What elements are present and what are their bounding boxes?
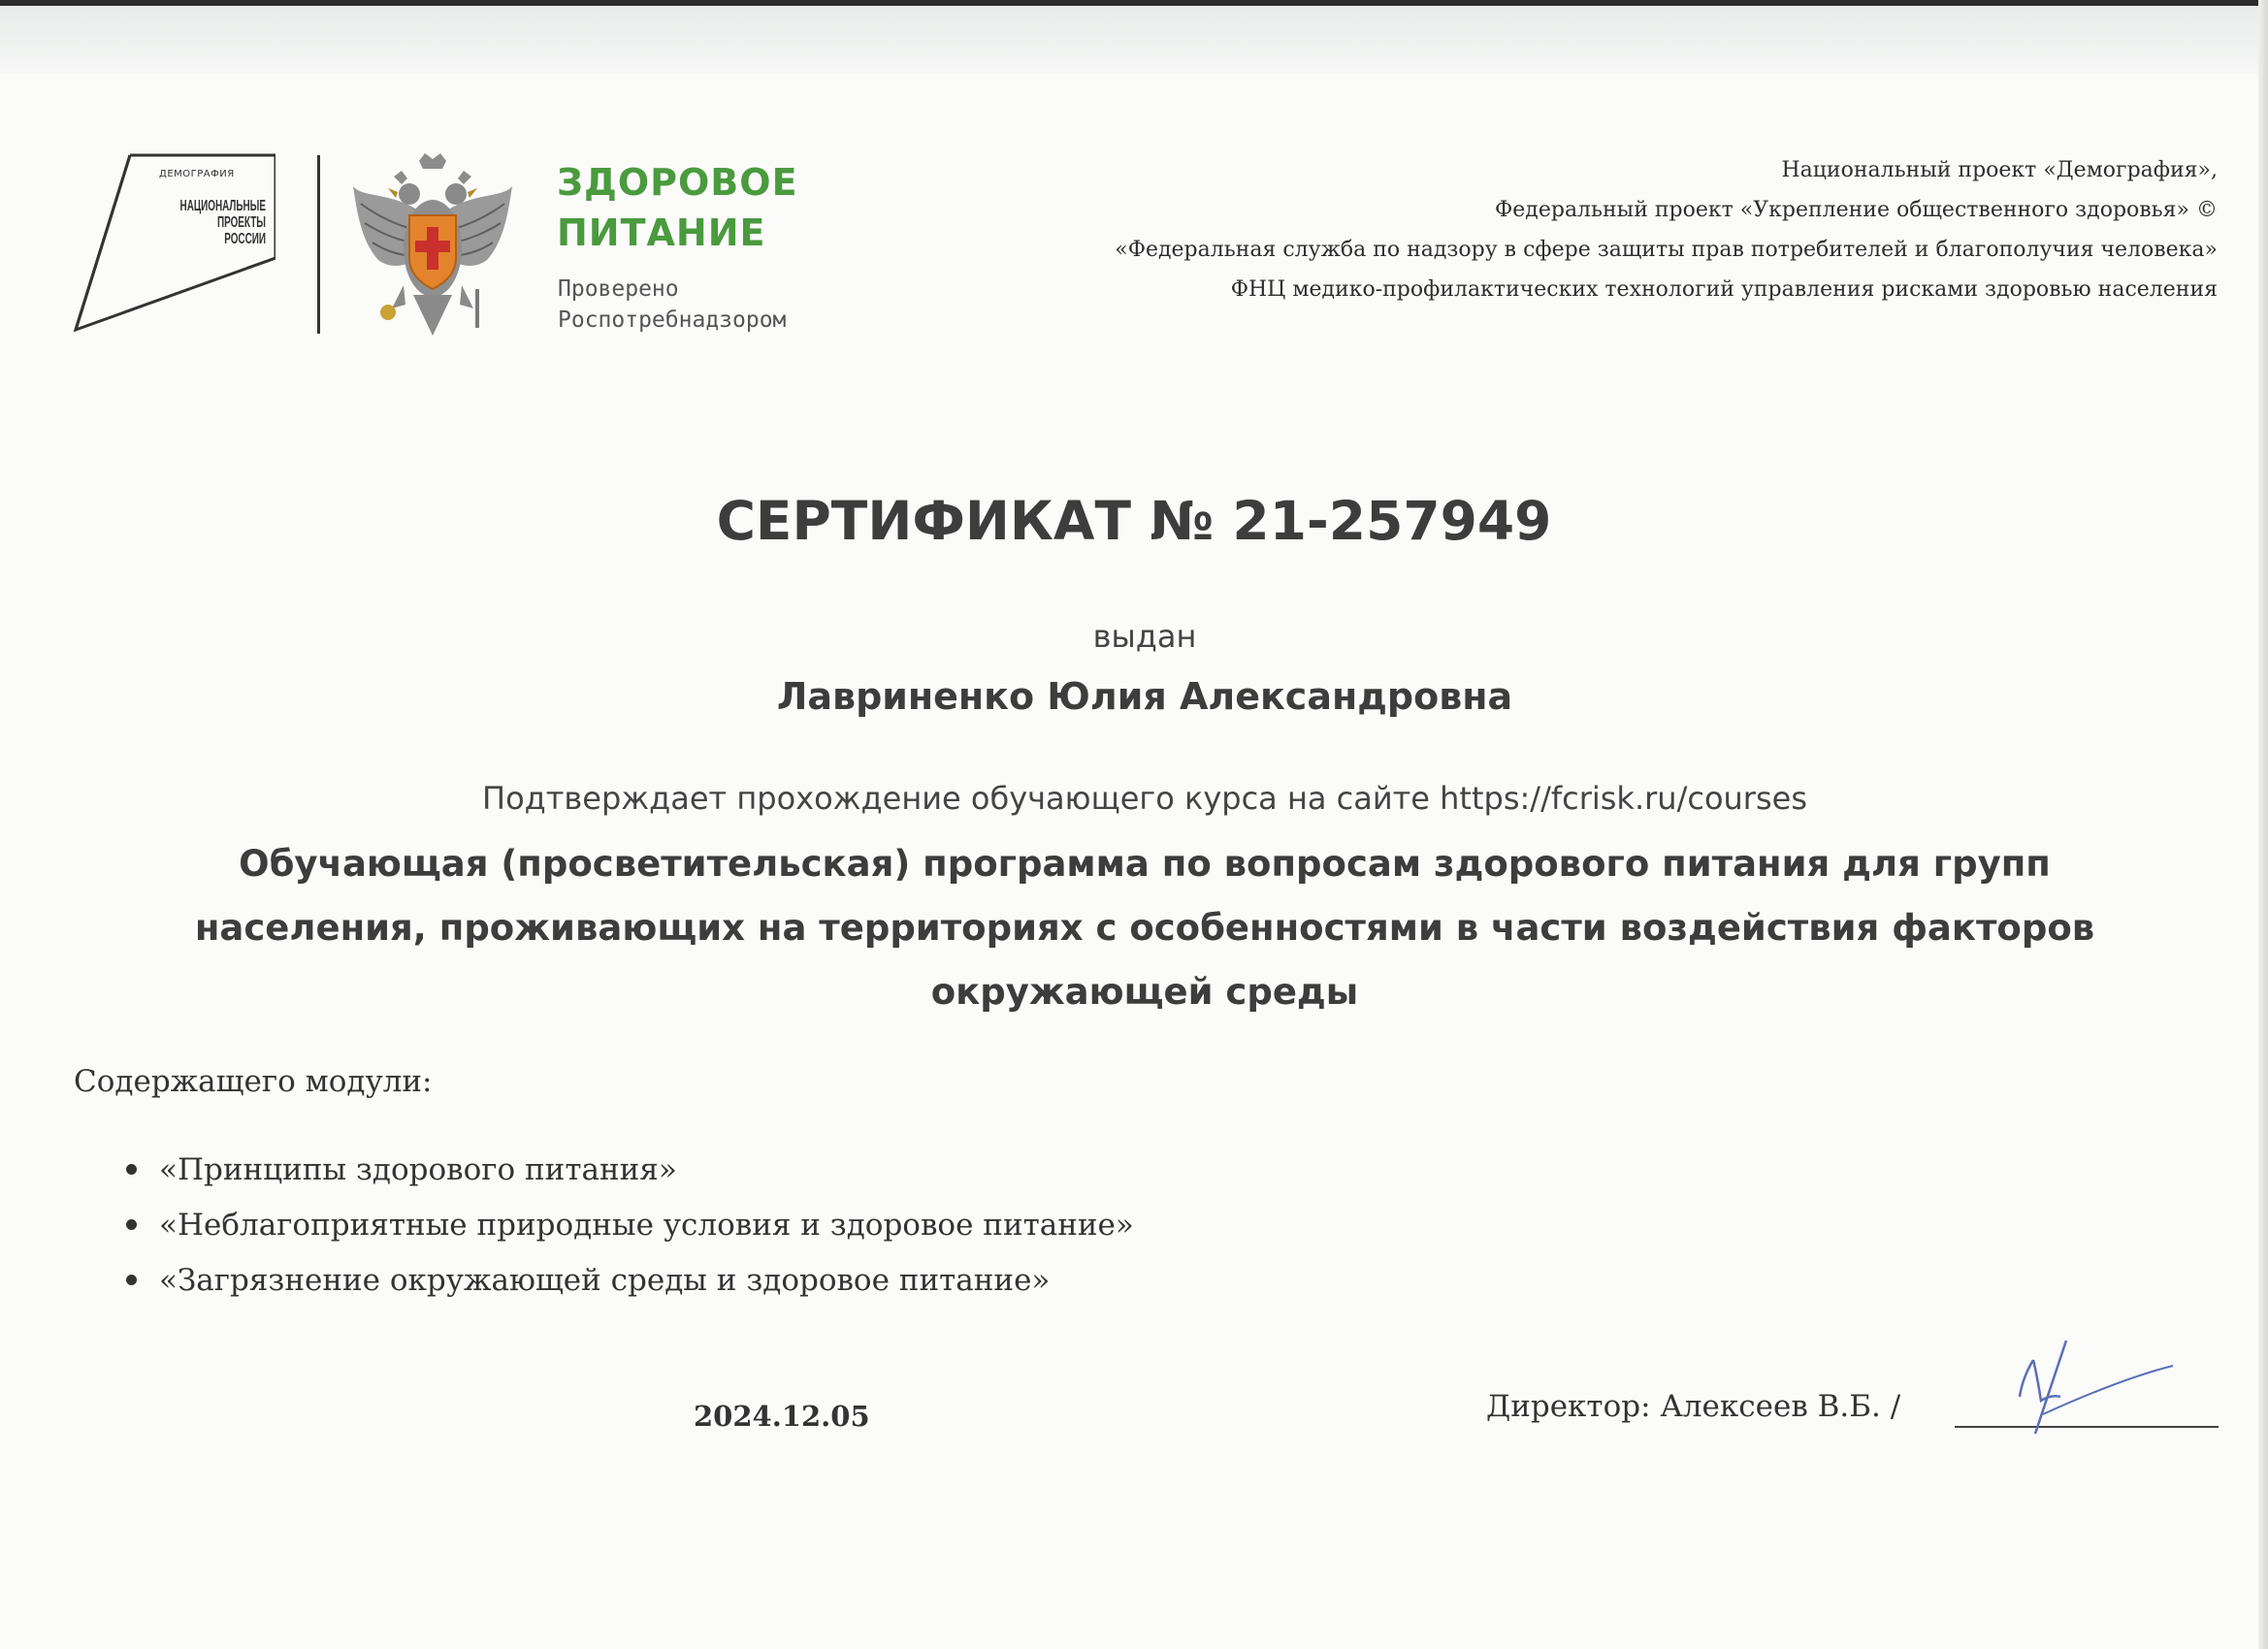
- program-title-line: окружающей среды: [930, 971, 1359, 1013]
- list-item: [122, 1152, 1134, 1208]
- healthy-food-logo-subtitle: [558, 274, 786, 336]
- healthy-food-subtitle-line: Роспотребнадзором: [558, 307, 787, 333]
- certificate-title: СЕРТИФИКАТ № 21-257949: [716, 490, 1552, 552]
- bullet-icon: [126, 1275, 137, 1285]
- national-projects-line: РОССИИ: [224, 231, 266, 247]
- module-label: «Неблагоприятные природные условия и здоровое питание»: [159, 1208, 1134, 1243]
- bullet-icon: [126, 1164, 137, 1175]
- list-item: [122, 1263, 1134, 1318]
- healthy-food-logo-title: [557, 157, 798, 258]
- healthy-food-title-line: ЗДОРОВОЕ: [557, 161, 798, 204]
- module-label: «Принципы здорового питания»: [159, 1152, 677, 1187]
- recipient-name: Лавриненко Юлия Александровна: [776, 675, 1513, 718]
- issuer-line: Федеральный проект «Укрепление общественного здоровья» ©: [1495, 198, 2218, 222]
- module-label: «Загрязнение окружающей среды и здоровое питание»: [159, 1263, 1051, 1298]
- national-projects-small-label: ДЕМОГРАФИЯ: [159, 169, 235, 179]
- healthy-food-title-line: ПИТАНИЕ: [557, 211, 766, 254]
- modules-list: [122, 1152, 1134, 1318]
- list-item: [122, 1208, 1134, 1263]
- national-projects-logo: [72, 151, 275, 336]
- signature-mark: [1979, 1337, 2202, 1443]
- program-title-line: Обучающая (просветительская) программа по вопросам здорового питания для групп: [239, 843, 2051, 885]
- healthy-food-subtitle-line: Проверено: [558, 276, 679, 302]
- issuer-line: Национальный проект «Демография»,: [1781, 158, 2218, 182]
- program-title: [97, 832, 2192, 1024]
- logo-divider: [317, 155, 320, 334]
- rospotrebnadzor-emblem-icon: [349, 153, 516, 338]
- national-projects-main-label: [110, 198, 266, 247]
- program-title-line: населения, проживающих на территориях с особенностями в части воздействия факторов: [194, 907, 2095, 949]
- scan-right-edge: [2258, 0, 2268, 1649]
- issued-label: выдан: [1092, 618, 1197, 655]
- issuer-line: ФНЦ медико-профилактических технологий управления рисками здоровью населения: [1230, 277, 2218, 302]
- issue-date: 2024.12.05: [694, 1400, 870, 1433]
- modules-heading: Содержащего модули:: [74, 1064, 433, 1099]
- national-projects-line: НАЦИОНАЛЬНЫЕ: [179, 198, 266, 214]
- director-line: Директор: Алексеев В.Б. /: [1486, 1389, 1901, 1424]
- confirmation-text: Подтверждает прохождение обучающего курса на сайте https://fcrisk.ru/courses: [482, 780, 1807, 817]
- bullet-icon: [126, 1219, 137, 1230]
- national-projects-line: ПРОЕКТЫ: [216, 214, 266, 231]
- scan-top-band: [0, 6, 2268, 74]
- issuer-line: «Федеральная служба по надзору в сфере защиты прав потребителей и благополучия человека»: [1115, 238, 2218, 262]
- issuer-header: [859, 150, 2218, 309]
